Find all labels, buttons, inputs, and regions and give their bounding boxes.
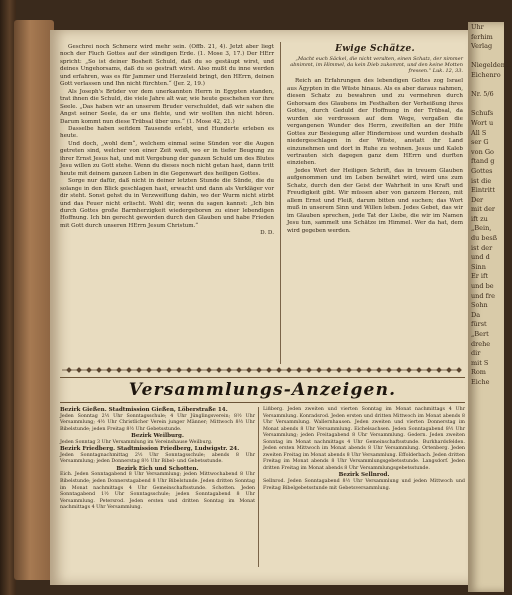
ornament-diamond <box>216 367 222 373</box>
column-divider <box>280 42 281 364</box>
section-heading: Versammlungs-Anzeigen. <box>60 377 465 403</box>
left-paragraph: Als Joseph's Brüder vor dem unerkannten Herrn in Egypten standen, trat ihnen die Schuld, die viele Jahre alt war, wie heute geschehen vor ihre Seele. „Das haben wir an unserem Bruder verschuldet, daß wir sahen die Angst seiner Seele, da er uns flehte, und wir wollten ihn nicht hören. Darum kommt nun diese Trübsal über uns.“ (1. Mose 42, 21.) <box>60 88 274 125</box>
ornament-diamond <box>316 367 322 373</box>
right-page-fragment: Sohn <box>471 301 488 310</box>
right-page-fragment: Wort u <box>471 118 494 127</box>
ornamental-rule <box>62 366 460 374</box>
ornament-diamond <box>406 367 412 373</box>
right-page-fragment <box>468 51 504 61</box>
right-page-fragment: Rom <box>471 368 486 377</box>
right-page-fragment: ist der <box>471 243 493 252</box>
ornament-diamond <box>236 367 242 373</box>
ornament-diamond <box>176 367 182 373</box>
right-page-fragment: „Bein, <box>471 224 492 233</box>
announcement-heading: Bezirk Eich und Schotten. <box>116 465 199 472</box>
article-column-left <box>60 44 274 362</box>
right-page-fragment: drehe <box>471 339 491 348</box>
ornament-diamond <box>296 367 302 373</box>
ornament-diamond <box>436 367 442 373</box>
right-paragraphs <box>287 78 463 235</box>
right-page-fragment: ferhim <box>471 32 493 41</box>
right-page-fragment: Schufs <box>471 109 494 118</box>
ornament-diamond <box>306 367 312 373</box>
book-spine <box>14 20 54 580</box>
right-page-fragment: fürst <box>471 320 487 329</box>
ornament-diamond <box>186 367 192 373</box>
right-page-fragment: ift zu <box>471 214 488 223</box>
right-page-fragment: Gottes <box>471 166 493 175</box>
right-page-fragment: Er ift <box>471 272 489 281</box>
right-page-fragment: Niegelden E <box>471 61 512 70</box>
right-page-fragment: von Go <box>471 147 494 156</box>
announcement-text: Lißberg. Jeden zweiten und vierten Sonntag im Monat nachmittags 4 Uhr Versammlung. Konradsrod. Jeden ersten und dritten Mittwoch im Monat abends 8 Uhr Versammlung. Wallernhausen. Jeden zweiten und vierten Donnerstag im Monat abends 8 Uhr Versammlung. Eichelsachsen. Jeden Sonntagabend 8½ Uhr Versammlung; jeden Freitagabend 8 Uhr Versammlung. Gedern. Jeden zweiten Sonntag im Monat nachmittags 4 Uhr Gemeinschaftsstunde. Burkhardsfelden. Jeden ersten Mittwoch im Monat abends 8 Uhr Versammlung. Ortenberg. Jeden zweiten Freitag im Monat abends 8 Uhr Versammlung. Effolderbach. Jeden dritten Freitag im Monat abends 8 Uhr Versammlungsgebetsstunde. Langsdorf. Jeden dritten Freitag im Monat abends 8 Uhr Versammlungsgebetsstunde. <box>263 407 465 471</box>
right-page-fragment: und be <box>471 282 494 291</box>
article-column-right <box>287 44 463 362</box>
ads-divider <box>258 407 259 567</box>
right-page-fragment: ist die <box>471 176 492 185</box>
ornament-diamond <box>206 367 212 373</box>
right-page-fragment: Sinn <box>471 262 486 271</box>
ornament-diamond <box>366 367 372 373</box>
ornament-diamond <box>386 367 392 373</box>
left-paragraph: Geschrei noch Schmerz wird mehr sein. (Offb. 21, 4). Jetzt aber liegt noch der Fluch Gottes auf der sündigen Erde. (1. Mose 3, 17.) Der HErr spricht: „So ist deiner Bosheit Schuld, daß du so gestäupt wirst, und deines Ungehorsams, daß du so gestraft wirst. Also mußt du inne werden und erfahren, was es für Jammer und Herzeleid bringt, den HErrn, deinen Gott verlassen und Ihn nicht fürchten.“ (Jer. 2, 19.) <box>60 44 274 88</box>
announcement-text: Jeden Sonntagnachmittag 2½ Uhr Sonntagsschule; abends 8 Uhr Versammlung; jeden Donnerstag 8½ Uhr Bibel- und Gebetsstunde. <box>60 452 255 465</box>
right-page-fragment: Uhr <box>471 23 484 31</box>
ornament-diamond <box>146 367 152 373</box>
right-page-fragment: Eiche <box>471 377 490 386</box>
signature: D. D. <box>260 230 274 237</box>
ornament-diamond <box>286 367 292 373</box>
right-page-fragment: Eintritt <box>471 186 496 195</box>
ornament-diamond <box>116 367 122 373</box>
ornament-diamond <box>416 367 422 373</box>
right-page-fragment: mit S <box>471 358 489 367</box>
article-title: Ewige Schätze. <box>335 44 415 54</box>
right-page-fragment: „Bert <box>471 330 489 338</box>
right-page-fragment: und fre <box>471 291 495 300</box>
announcement-heading: Bezirk Gießen. Stadtmission Gießen, Löberstraße 14. <box>60 407 228 413</box>
announcement-text: Jeden Sonntag 2½ Uhr Sonntagsschule; 4 Uhr Jünglingsverein; 8½ Uhr Versammlung; 4½ Uhr Christlicher Verein junger Männer; Mittwoch 8½ Uhr Bibelstunde; jeden Freitag 8½ Uhr Gebetsstunde. <box>60 413 255 432</box>
ornament-diamond <box>446 367 452 373</box>
right-page-fragment: Der <box>471 195 484 204</box>
right-page-fragment: Eichenro <box>471 70 501 79</box>
ornament-diamond <box>86 367 92 373</box>
ornament-diamond <box>196 367 202 373</box>
right-page-fragments <box>468 22 512 387</box>
ornament-diamond <box>396 367 402 373</box>
right-page-fragment: Verlag <box>471 42 493 51</box>
ornament-diamond <box>246 367 252 373</box>
right-page-fragment: dir <box>471 349 481 358</box>
left-paragraphs <box>60 44 274 230</box>
right-page-fragment: mit der <box>471 205 496 214</box>
bible-motto: „Macht euch Säckel, die nicht veralten, einen Schatz, der nimmer abnimmt, im Himmel, da kein Dieb zukommt, und den keine Motten fressen.“ Luk. 12, 33. <box>290 56 463 75</box>
right-page-fragment: du besß <box>471 234 498 243</box>
ornament-diamond <box>166 367 172 373</box>
ornament-diamond <box>96 367 102 373</box>
ornament-diamond <box>76 367 82 373</box>
ornament-diamond <box>106 367 112 373</box>
announcements-right <box>263 407 465 572</box>
ornament-diamond <box>426 367 432 373</box>
ornament-diamond <box>276 367 282 373</box>
left-paragraph: Und doch, „wohl dem“, welchem einmal seine Sünden vor die Augen getreten sind, welcher von einer Zeit weiß, wo er in tiefer Beugung zu ihrer Ernst Jesus hat, und mit Vergebung der ganzen Schuld um des Blutes Jesu willen zu Gott stehe. Wenn du dieses noch nicht getan hast, dann tritt heute mit deinem ganzen Leben in die Gegenwart des heiligen Gottes. <box>60 140 274 177</box>
announcement-text: Eich. Jeden Sonntagabend 8 Uhr Versammlung; jeden Mittwochabend 8 Uhr Bibelstunde; jeden Donnerstagabend 8 Uhr Bibelstunde. Jeden dritten Sonntag im Monat nachmittags 4 Uhr Gemeinschaftsstunde. Schotten. Jeden Sonntagabend 1½ Uhr Sonntagsschule; jeden Sonntagabend 8 Uhr Versammlung. Petersrod. Jeden ersten und dritten Sonntag im Monat nachmittags 4 Uhr Versammlung. <box>60 472 255 511</box>
ornament-diamond <box>376 367 382 373</box>
announcement-heading: Bezirk Weilburg. <box>131 433 184 440</box>
right-paragraph: Reich an Erfahrungen des lebendigen Gottes zog Israel aus Ägypten in die Wüste hinaus. Als es aber daraus nahmen, diesen Schatz zu bewahren und zu vermehren durch Gehorsam des Glaubens im Festhalten der Verheißung ihres Gottes, durch Geduld der Hoffnung in der Trübsal, da wurden sie verdrossen auf dem Wege, vergaßen die vergangenen Wunder des Herrn, zweifelten an der Hilfe Gottes zur Besiegung aller Hindernisse und wurden deshalb niedergeschlagen in der Wüste, anstatt ihr Land einzunehmen und dort in Ruhe zu wohnen. Jesus und Kaleb vertrauten sich dagegen ganz dem HErrn und durften einziehen. <box>287 78 463 167</box>
ornament-diamond <box>66 367 72 373</box>
right-page-fragment: und d <box>471 253 490 262</box>
announcement-text: Sellnrod. Jeden Sonntagabend 8½ Uhr Versammlung und jeden Mittwoch und Freitag Bibelgebetsstunde mit Gebetsversammlung. <box>263 479 465 491</box>
announcements-left <box>60 407 255 572</box>
ornament-diamond <box>256 367 262 373</box>
ornament-diamond <box>226 367 232 373</box>
ornament-diamond <box>326 367 332 373</box>
announcement-heading: Bezirk Friedberg. Stadtmission Friedberg, Ludwigstr. 24. <box>60 446 240 453</box>
right-page-fragment: All S <box>471 128 487 137</box>
right-page-fragment: Da <box>471 310 481 319</box>
left-paragraph: Dasselbe haben seitdem Tausende erlebt, und Hunderte erleben es heute. <box>60 125 274 140</box>
right-page-fragment <box>468 80 504 90</box>
ornament-diamond <box>336 367 342 373</box>
announcement-text: Jeden Sonntag 3 Uhr Versammlung im Vereinshause Weilburg. <box>60 439 213 445</box>
right-page-fragment <box>468 99 504 109</box>
right-page-fragment: ftand g <box>471 157 495 166</box>
right-page-fragment: ser G <box>471 138 489 147</box>
ornament-diamond <box>126 367 132 373</box>
ornament-diamond <box>346 367 352 373</box>
ornament-diamond <box>136 367 142 373</box>
ornament-diamond <box>266 367 272 373</box>
right-page-fragment: Nr. 5/6 <box>471 90 494 99</box>
right-page-edge <box>468 22 512 592</box>
left-paragraph: Sorge nur dafür, daß nicht in deiner letzten Stunde die Sünde, die du solange in den Blick geschlagen hast, erwacht und dann als Verkläger vor dir steht. Sonst gehst du in Verzweiflung dahin, wo der Wurm nicht stirbt und das Feuer nicht erlischt. Wohl dir, wenn du sagen kannst: „Ich bin durch Gottes große Barmherzigkeit wiedergeboren zu einer lebendigen Hoffnung. Ich bin gerecht geworden durch den Glauben und habe Frieden mit Gott durch unseren HErrn Jesum Christum.“ <box>60 178 274 229</box>
ornament-diamond <box>356 367 362 373</box>
right-paragraph: Jedes Wort der Heiligen Schrift, das in treuem Glauben aufgenommen und im Leben bewährt wird, wird uns zum Schatz, durch den der Geist der Wahrheit in uns Kraft und Freudigkeit gibt. Wir müssen aber von ganzem Herzen, mit allem Ernst und Fleiß, darum bitten und suchen; das Wort muß in unserem Sinn und Willen leben. Jedes Gebet, das wir im Glauben sprechen, jede Tat der Liebe, die wir im Namen Jesu tun, sammelt uns Schätze im Himmel. Wer da hat, dem wird gegeben werden. <box>287 167 463 234</box>
announcement-heading: Bezirk Sellnrod. <box>338 472 390 479</box>
ornament-diamond <box>156 367 162 373</box>
